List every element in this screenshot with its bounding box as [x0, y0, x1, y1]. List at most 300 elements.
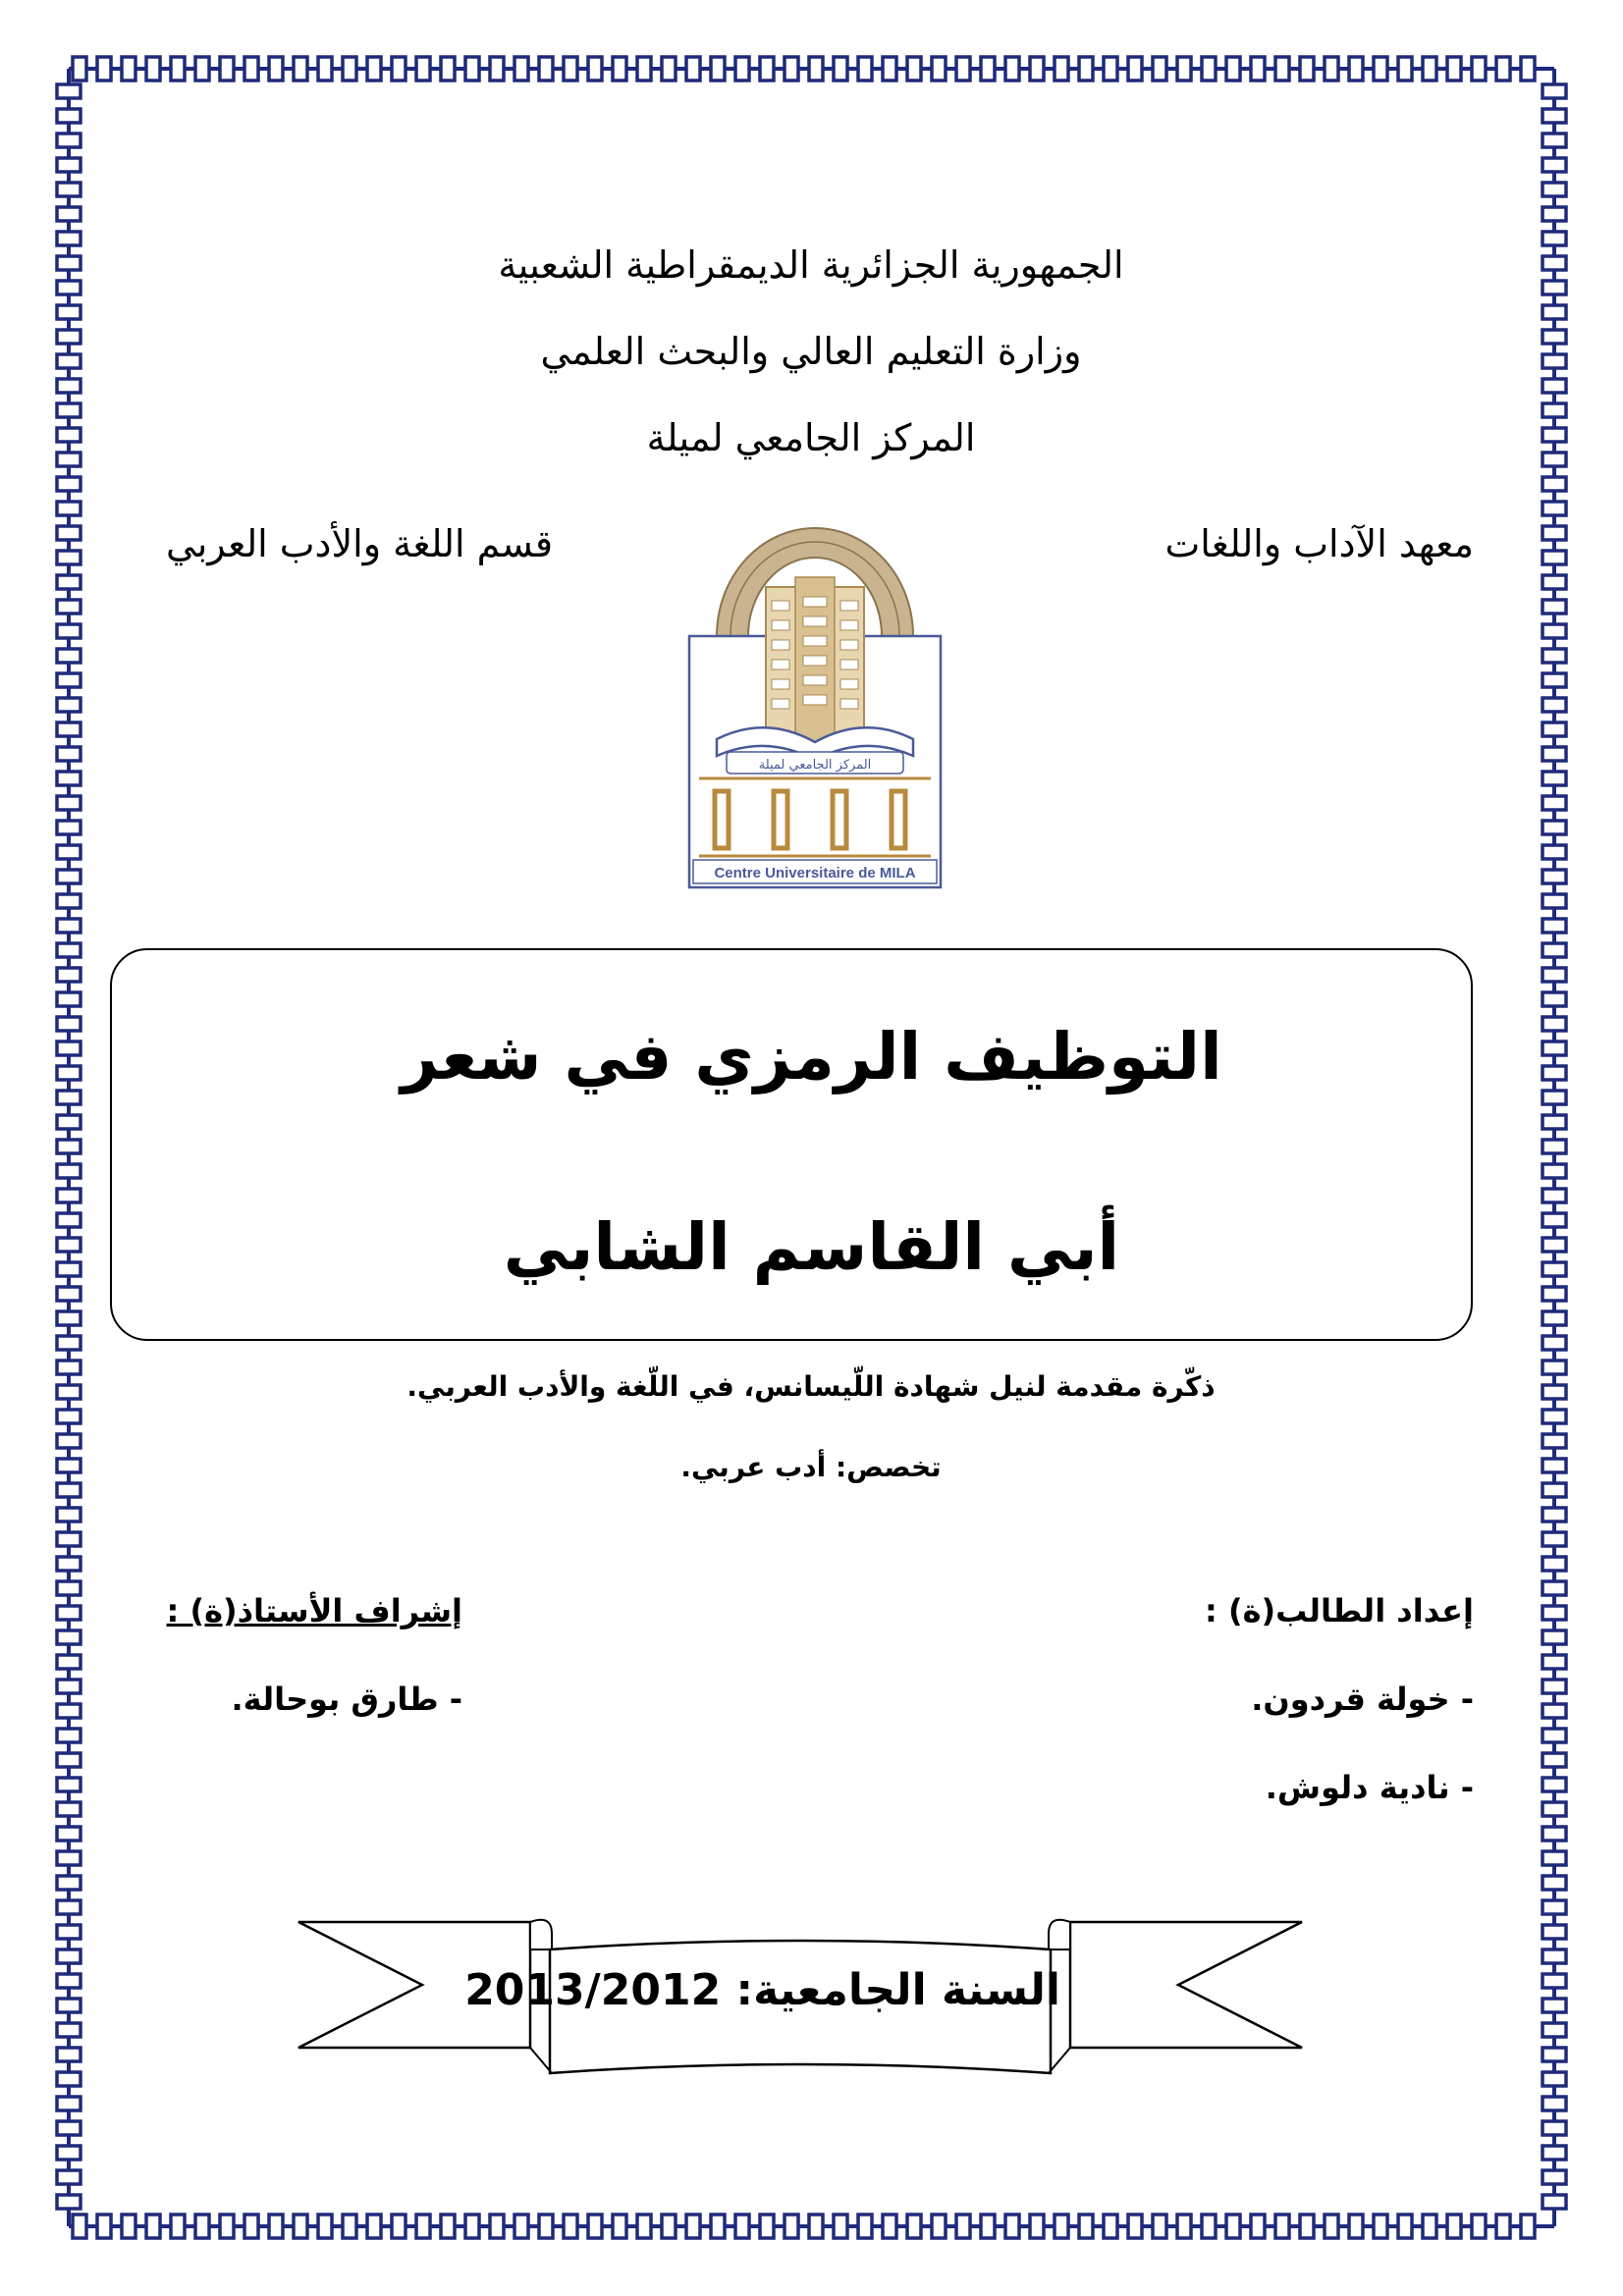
frame-link [1542, 526, 1566, 540]
frame-link [1349, 2215, 1363, 2238]
frame-link [613, 2215, 626, 2238]
frame-link [57, 1606, 81, 1620]
frame-link [1542, 477, 1566, 491]
frame-link [57, 1017, 81, 1031]
frame-link [932, 57, 946, 80]
frame-link [1542, 1459, 1566, 1472]
frame-link [57, 1459, 81, 1472]
frame-link [57, 207, 81, 221]
frame-link [539, 57, 553, 80]
frame-link [57, 2170, 81, 2184]
frame-link [97, 2215, 111, 2238]
frame-link [981, 57, 995, 80]
frame-link [57, 870, 81, 883]
frame-link [1542, 1680, 1566, 1693]
frame-link [784, 57, 798, 80]
frame-link [1542, 992, 1566, 1006]
frame-link [662, 2215, 676, 2238]
frame-link [73, 2215, 86, 2238]
frame-link [57, 600, 81, 614]
frame-link [1542, 1999, 1566, 2012]
frame-link [1542, 2195, 1566, 2209]
frame-link [539, 2215, 553, 2238]
frame-link [57, 526, 81, 540]
frame-link [809, 57, 823, 80]
frame-link [932, 2215, 946, 2238]
frame-link [57, 2023, 81, 2037]
frame-link [686, 2215, 700, 2238]
frame-link [1542, 1164, 1566, 1178]
frame-link [57, 821, 81, 834]
frame-link [220, 57, 234, 80]
frame-link [57, 1557, 81, 1571]
frame-link [1542, 1238, 1566, 1252]
frame-link [57, 624, 81, 638]
frame-link [588, 57, 602, 80]
frame-link [1521, 57, 1535, 80]
frame-link [57, 2195, 81, 2209]
frame-link [1275, 57, 1289, 80]
frame-link [122, 57, 135, 80]
frame-link [195, 57, 209, 80]
frame-link [57, 943, 81, 957]
frame-link [57, 1581, 81, 1595]
frame-link [1542, 2048, 1566, 2061]
frame-link [1079, 57, 1093, 80]
frame-link [57, 747, 81, 761]
frame-link [1542, 256, 1566, 270]
frame-link [318, 57, 332, 80]
frame-link [1542, 1851, 1566, 1865]
frame-link [57, 1778, 81, 1791]
institute-name: معهد الآداب واللغات [1164, 522, 1474, 565]
frame-link [57, 673, 81, 687]
frame-link [760, 2215, 774, 2238]
frame-link [343, 57, 356, 80]
frame-link [57, 1949, 81, 1963]
frame-link [1496, 2215, 1510, 2238]
frame-link [57, 109, 81, 123]
frame-link [613, 57, 626, 80]
frame-link [1542, 796, 1566, 810]
frame-link [956, 2215, 970, 2238]
frame-link [57, 2072, 81, 2086]
frame-link [1542, 1262, 1566, 1276]
frame-link [1300, 57, 1314, 80]
frame-link [57, 1999, 81, 2012]
frame-link [146, 57, 160, 80]
frame-link [57, 403, 81, 417]
frame-link [57, 1680, 81, 1693]
student-name-1: - خولة قردون. [1251, 1681, 1474, 1718]
frame-link [1030, 2215, 1044, 2238]
frame-link [1542, 1532, 1566, 1546]
frame-link [57, 796, 81, 810]
frame-link [1542, 1925, 1566, 1939]
frame-link [57, 1262, 81, 1276]
frame-link [57, 919, 81, 933]
frame-link [244, 2215, 258, 2238]
frame-link [269, 2215, 283, 2238]
frame-link [57, 1483, 81, 1497]
frame-link [514, 2215, 528, 2238]
frame-link [1005, 57, 1019, 80]
frame-link [57, 1336, 81, 1350]
frame-link [57, 1753, 81, 1767]
frame-link [1542, 772, 1566, 785]
frame-link [1542, 502, 1566, 515]
frame-link [1542, 1189, 1566, 1202]
frame-link [1542, 379, 1566, 393]
frame-link [1542, 1949, 1566, 1963]
frame-link [441, 2215, 455, 2238]
frame-link [735, 57, 749, 80]
frame-link [1177, 2215, 1191, 2238]
frame-link [907, 57, 921, 80]
frame-link [1177, 57, 1191, 80]
frame-link [57, 1189, 81, 1202]
frame-link [1542, 453, 1566, 466]
frame-link [57, 1410, 81, 1423]
frame-link [1521, 2215, 1535, 2238]
frame-link [809, 2215, 823, 2238]
frame-link [57, 2097, 81, 2110]
frame-link [294, 57, 307, 80]
frame-link [1472, 2215, 1486, 2238]
university-center-name: المركز الجامعي لميلة [646, 416, 976, 459]
frame-link [1542, 870, 1566, 883]
frame-link [441, 57, 455, 80]
frame-link [956, 57, 970, 80]
frame-link [57, 1630, 81, 1644]
department-name: قسم اللغة والأدب العربي [166, 522, 553, 565]
frame-link [1496, 57, 1510, 80]
frame-link [1542, 232, 1566, 245]
frame-link [1542, 305, 1566, 319]
frame-link [57, 502, 81, 515]
frame-link [57, 477, 81, 491]
frame-link [57, 1532, 81, 1546]
frame-link [57, 1508, 81, 1522]
university-logo [687, 499, 943, 891]
frame-link [57, 1361, 81, 1374]
frame-link [1542, 551, 1566, 564]
frame-link [1542, 183, 1566, 196]
frame-link [1398, 57, 1412, 80]
frame-link [883, 57, 896, 80]
frame-link [57, 894, 81, 908]
frame-link [907, 2215, 921, 2238]
frame-link [1542, 821, 1566, 834]
frame-link [760, 57, 774, 80]
frame-link [57, 183, 81, 196]
frame-link [834, 57, 847, 80]
frame-link [57, 1851, 81, 1865]
frame-link [416, 57, 430, 80]
frame-link [57, 1925, 81, 1939]
frame-link [57, 1827, 81, 1841]
frame-link [57, 330, 81, 344]
frame-link [57, 133, 81, 147]
frame-link [1542, 133, 1566, 147]
frame-link [1542, 1630, 1566, 1644]
frame-link [711, 2215, 725, 2238]
frame-link [1542, 2097, 1566, 2110]
frame-link [1542, 428, 1566, 442]
republic-name: الجمهورية الجزائرية الديمقراطية الشعبية [498, 243, 1124, 287]
academic-year: السنة الجامعية: 2013/2012 [464, 1965, 1060, 2015]
frame-link [1542, 1361, 1566, 1374]
frame-link [1542, 1017, 1566, 1031]
frame-link [1542, 575, 1566, 589]
frame-link [57, 158, 81, 172]
frame-link [343, 2215, 356, 2238]
frame-link [244, 57, 258, 80]
frame-link [269, 57, 283, 80]
frame-link [637, 2215, 651, 2238]
frame-link [57, 1091, 81, 1104]
frame-link [981, 2215, 995, 2238]
frame-link [318, 2215, 332, 2238]
frame-link [392, 57, 406, 80]
frame-link [367, 57, 381, 80]
frame-link [1542, 1508, 1566, 1522]
frame-link [57, 968, 81, 982]
frame-link [1542, 2072, 1566, 2086]
frame-link [57, 1655, 81, 1669]
frame-link [490, 57, 504, 80]
frame-link [1542, 1410, 1566, 1423]
frame-link [1542, 919, 1566, 933]
frame-link [171, 57, 185, 80]
frame-link [57, 1729, 81, 1742]
frame-link [57, 232, 81, 245]
frame-link [1030, 57, 1044, 80]
frame-link [57, 256, 81, 270]
frame-link [57, 1385, 81, 1399]
frame-link [1542, 1287, 1566, 1301]
frame-link [1542, 109, 1566, 123]
frame-link [1128, 2215, 1142, 2238]
frame-link [57, 1311, 81, 1325]
frame-link [1251, 2215, 1265, 2238]
frame-link [146, 2215, 160, 2238]
frame-link [73, 57, 86, 80]
frame-link [1153, 2215, 1166, 2238]
frame-link [1542, 2023, 1566, 2037]
frame-link [1349, 57, 1363, 80]
frame-link [57, 649, 81, 663]
frame-link [1226, 2215, 1240, 2238]
frame-link [57, 84, 81, 98]
frame-link [686, 57, 700, 80]
svg-text:Centre Universitaire de MILA: Centre Universitaire de MILA [714, 865, 916, 881]
frame-link [1542, 673, 1566, 687]
frame-link [1542, 943, 1566, 957]
frame-link [57, 1041, 81, 1055]
frame-link [57, 305, 81, 319]
frame-link [57, 772, 81, 785]
student-name-2: - نادية دلوش. [1265, 1769, 1474, 1806]
frame-link [57, 1900, 81, 1914]
frame-link [1202, 2215, 1216, 2238]
frame-link [57, 1704, 81, 1718]
frame-link [57, 1164, 81, 1178]
frame-link [220, 2215, 234, 2238]
frame-link [1542, 1311, 1566, 1325]
frame-link [1542, 1385, 1566, 1399]
frame-link [662, 57, 676, 80]
frame-link [1542, 1581, 1566, 1595]
frame-link [122, 2215, 135, 2238]
frame-link [1542, 2146, 1566, 2160]
frame-link [1005, 2215, 1019, 2238]
frame-link [57, 1066, 81, 1080]
frame-link [416, 2215, 430, 2238]
frame-link [1542, 1483, 1566, 1497]
frame-link [1447, 57, 1461, 80]
frame-link [1542, 698, 1566, 712]
frame-link [57, 1140, 81, 1153]
frame-link [834, 2215, 847, 2238]
frame-link [1447, 2215, 1461, 2238]
frame-link [1542, 1974, 1566, 1988]
frame-link [57, 2121, 81, 2135]
frame-link [1542, 1827, 1566, 1841]
frame-link [1542, 1704, 1566, 1718]
frame-link [1542, 747, 1566, 761]
frame-link [1251, 57, 1265, 80]
frame-link [57, 453, 81, 466]
frame-link [57, 1802, 81, 1816]
frame-link [57, 698, 81, 712]
frame-link [57, 354, 81, 368]
frame-link [57, 281, 81, 294]
frame-link [514, 57, 528, 80]
svg-text:المركز الجامعي لميلة: المركز الجامعي لميلة [758, 758, 872, 773]
frame-link [1542, 845, 1566, 859]
frame-link [57, 1238, 81, 1252]
frame-link [1325, 2215, 1338, 2238]
frame-link [1542, 330, 1566, 344]
frame-link [57, 845, 81, 859]
frame-link [1104, 57, 1117, 80]
frame-link [1542, 1091, 1566, 1104]
frame-link [465, 2215, 479, 2238]
frame-link [858, 57, 872, 80]
frame-link [735, 2215, 749, 2238]
frame-link [637, 57, 651, 80]
frame-link [883, 2215, 896, 2238]
frame-link [171, 2215, 185, 2238]
frame-link [1542, 1778, 1566, 1791]
frame-link [1542, 1434, 1566, 1448]
frame-link [858, 2215, 872, 2238]
frame-link [195, 2215, 209, 2238]
frame-link [57, 722, 81, 736]
frame-link [465, 57, 479, 80]
frame-link [57, 2048, 81, 2061]
frame-link [392, 2215, 406, 2238]
frame-link [97, 57, 111, 80]
frame-link [57, 575, 81, 589]
frame-link [57, 1287, 81, 1301]
frame-link [1542, 403, 1566, 417]
frame-link [294, 2215, 307, 2238]
frame-link [1542, 2170, 1566, 2184]
frame-link [1542, 1729, 1566, 1742]
frame-link [1542, 354, 1566, 368]
frame-link [57, 1974, 81, 1988]
frame-link [1542, 1876, 1566, 1890]
frame-link [1542, 649, 1566, 663]
frame-link [1542, 1336, 1566, 1350]
frame-link [57, 2146, 81, 2160]
frame-link [1542, 1066, 1566, 1080]
frame-link [1542, 158, 1566, 172]
frame-link [1128, 57, 1142, 80]
frame-link [57, 428, 81, 442]
frame-link [1542, 84, 1566, 98]
frame-link [1275, 2215, 1289, 2238]
frame-link [1542, 722, 1566, 736]
frame-link [1542, 624, 1566, 638]
frame-link [1398, 2215, 1412, 2238]
frame-link [588, 2215, 602, 2238]
frame-link [57, 992, 81, 1006]
frame-link [367, 2215, 381, 2238]
frame-link [1542, 2121, 1566, 2135]
frame-link [1542, 1900, 1566, 1914]
frame-link [1542, 1557, 1566, 1571]
specialization: تخصص: أدب عربي. [680, 1451, 942, 1483]
frame-link [711, 57, 725, 80]
frame-link [57, 551, 81, 564]
frame-link [1542, 1041, 1566, 1055]
frame-link [1542, 1655, 1566, 1669]
frame-link [1542, 968, 1566, 982]
frame-link [57, 1213, 81, 1227]
frame-link [1153, 57, 1166, 80]
frame-link [1325, 57, 1338, 80]
frame-link [1542, 281, 1566, 294]
frame-link [1542, 1140, 1566, 1153]
frame-link [1374, 2215, 1387, 2238]
frame-link [1055, 57, 1068, 80]
frame-link [490, 2215, 504, 2238]
frame-link [57, 1876, 81, 1890]
frame-link [564, 2215, 577, 2238]
frame-link [1542, 207, 1566, 221]
frame-link [564, 57, 577, 80]
frame-link [1423, 2215, 1436, 2238]
students-label: إعداد الطالب(ة) : [1205, 1592, 1474, 1629]
frame-link [1374, 57, 1387, 80]
frame-link [57, 379, 81, 393]
frame-link [1542, 1213, 1566, 1227]
frame-link [1055, 2215, 1068, 2238]
thesis-title-line1: التوظيف الرمزي في شعر [401, 1019, 1222, 1095]
frame-link [1423, 57, 1436, 80]
frame-link [1202, 57, 1216, 80]
frame-link [1226, 57, 1240, 80]
frame-link [784, 2215, 798, 2238]
frame-link [1542, 600, 1566, 614]
supervisor-name: - طارق بوحالة. [231, 1681, 462, 1718]
frame-link [1542, 1115, 1566, 1129]
frame-link [1472, 57, 1486, 80]
frame-link [1542, 894, 1566, 908]
